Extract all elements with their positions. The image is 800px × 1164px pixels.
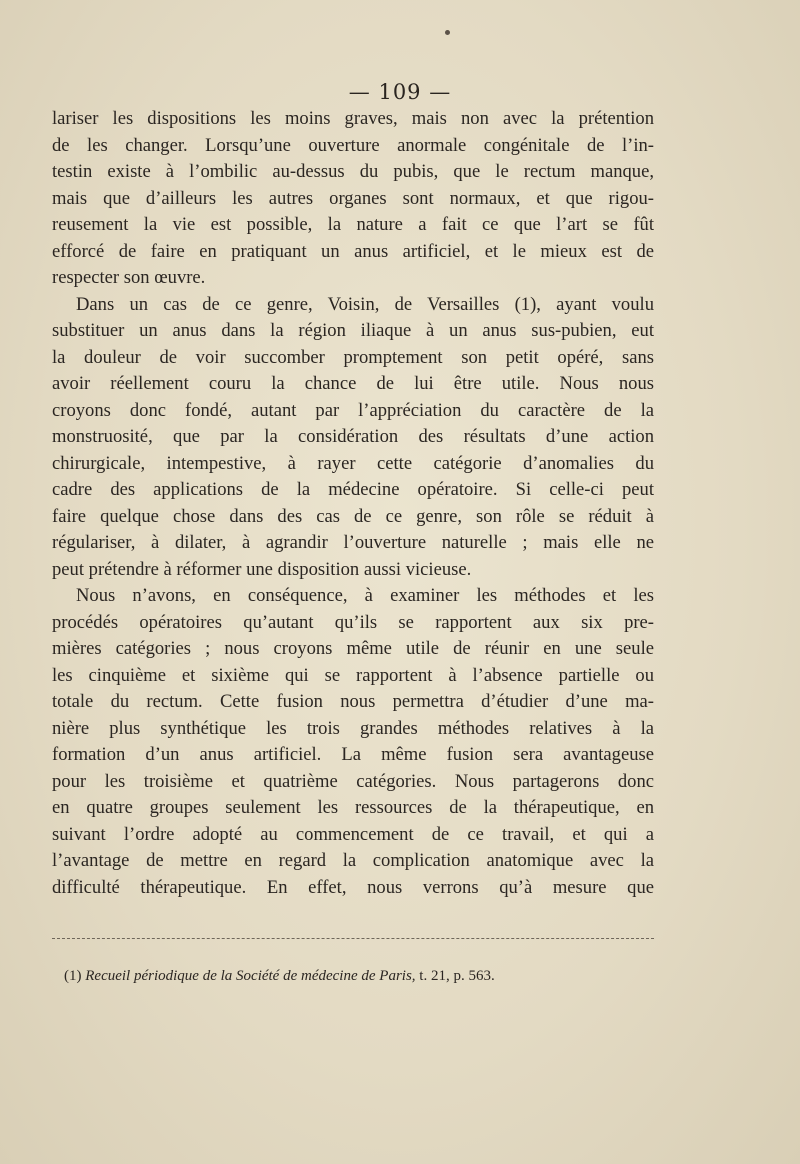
text-line: substituer un anus dans la région iliaque à un anus sus-pubien, eut [52,320,654,341]
paragraph [52,292,654,584]
text-line: totale du rectum. Cette fusion nous permettra d’étudier d’une ma- [52,691,654,712]
text-line: difficulté thérapeutique. En effet, nous verrons qu’à mesure que [52,876,654,898]
footnote-rule [52,938,654,939]
text-line: l’avantage de mettre en regard la complication anatomique avec la [52,850,654,871]
paragraph [52,583,654,901]
text-line: nière plus synthétique les trois grandes méthodes relatives à la [52,717,654,739]
footnote-reference: t. 21, p. 563. [419,968,495,984]
text-line: avoir réellement couru la chance de lui être utile. Nous nous [52,373,654,394]
text-line: suivant l’ordre adopté au commencement de ce travail, et qui a [52,823,654,845]
text-line: mières catégories ; nous croyons même utile de réunir en une seule [52,638,654,659]
text-line: croyons donc fondé, autant par l’appréciation du caractère de la [52,399,654,421]
text-line: reusement la vie est possible, la nature a fait ce que l’art se fût [52,214,654,235]
text-line: les cinquième et sixième qui se rapportent à l’absence partielle ou [52,664,654,686]
text-line: Dans un cas de ce genre, Voisin, de Versailles (1), ayant voulu [76,293,654,315]
ink-speck [445,30,450,35]
page-number: — 109 — [348,80,452,104]
text-line: chirurgicale, intempestive, à rayer cette catégorie d’anomalies du [52,452,654,474]
paragraph [52,106,654,292]
body-text [52,106,654,901]
text-line: régulariser, à dilater, à agrandir l’ouverture naturelle ; mais elle ne [52,532,654,553]
text-line: peut prétendre à réformer une disposition aussi vicieuse. [52,558,472,580]
text-line: de les changer. Lorsqu’une ouverture anormale congénitale de l’in- [52,134,654,156]
text-line: la douleur de voir succomber promptement son petit opéré, sans [52,346,654,368]
text-line: mais que d’ailleurs les autres organes sont normaux, et que rigou- [52,187,654,209]
text-line: lariser les dispositions les moins graves, mais non avec la prétention [52,108,654,129]
text-line: formation d’un anus artificiel. La même fusion sera avantageuse [52,744,654,765]
text-line: monstruosité, que par la considération des résultats d’une action [52,426,654,447]
footnote-marker: (1) [64,968,82,984]
text-line: Nous n’avons, en conséquence, à examiner les méthodes et les [76,585,654,606]
text-line: cadre des applications de la médecine opératoire. Si celle-ci peut [52,479,654,500]
text-line: testin existe à l’ombilic au-dessus du pubis, que le rectum manque, [52,161,654,182]
footnote [64,968,495,985]
text-line: efforcé de faire en pratiquant un anus artificiel, et le mieux est de [52,240,654,262]
text-line: faire quelque chose dans des cas de ce genre, son rôle se réduit à [52,505,654,527]
text-line: pour les troisième et quatrième catégories. Nous partagerons donc [52,770,654,792]
footnote-source: Recueil périodique de la Société de médecine de Paris, [85,968,416,984]
text-line: respecter son œuvre. [52,267,206,288]
text-line: en quatre groupes seulement les ressources de la thérapeutique, en [52,797,654,818]
text-line: procédés opératoires qu’autant qu’ils se rapportent aux six pre- [52,611,654,633]
